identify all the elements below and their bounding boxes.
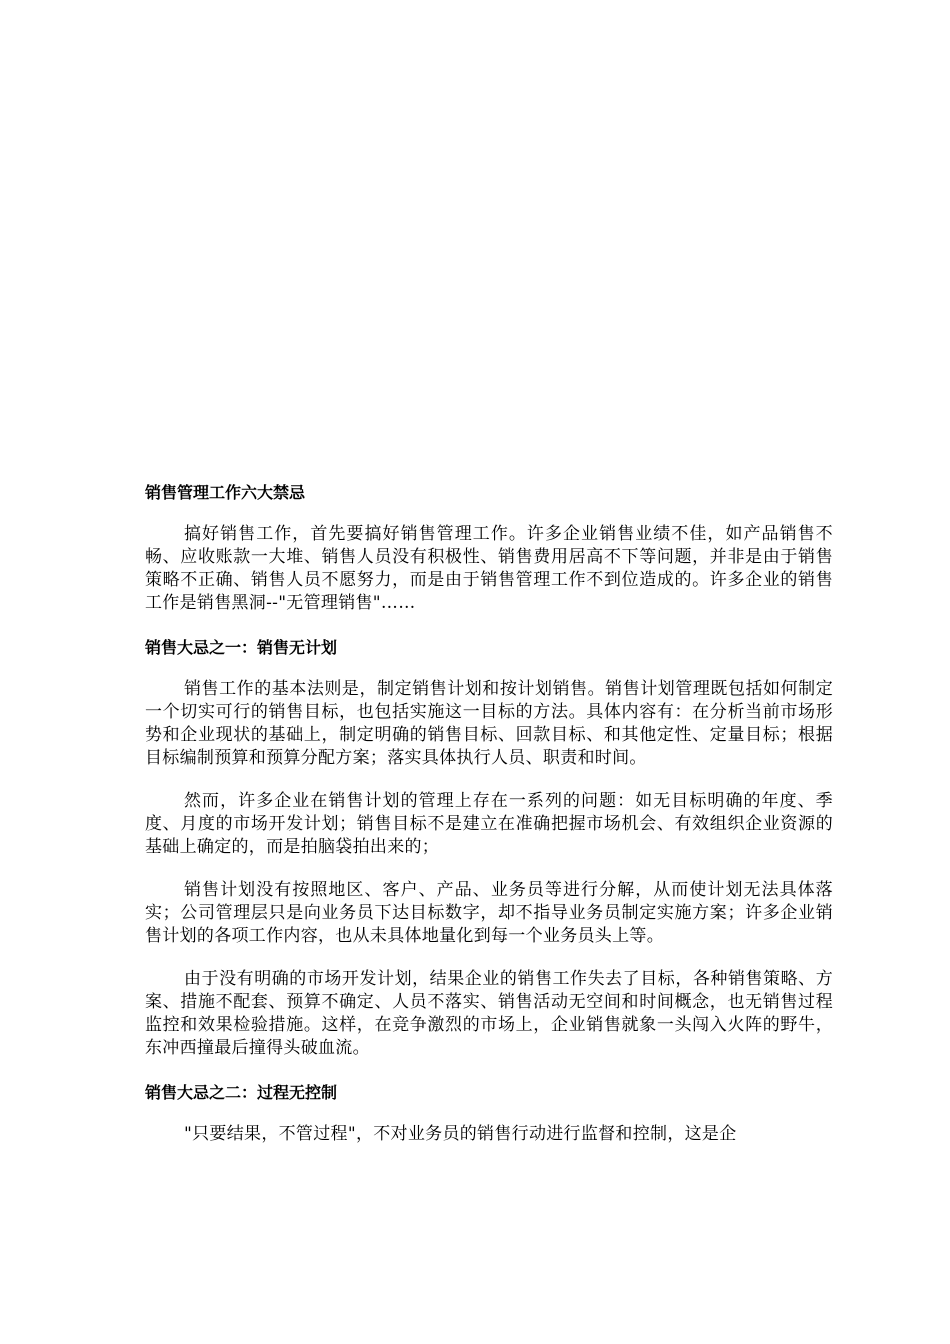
section-1-paragraph-3: 销售计划没有按照地区、客户、产品、业务员等进行分解，从而使计划无法具体落实；公司管理层只是向业务员下达目标数字，却不指导业务员制定实施方案；许多企业销售计划的各项工作内容，也从未具体地量化到每一个业务员头上等。 bbox=[145, 880, 833, 946]
section-1-paragraph-2: 然而，许多企业在销售计划的管理上存在一系列的问题：如无目标明确的年度、季度、月度的市场开发计划；销售目标不是建立在准确把握市场机会、有效组织企业资源的基础上确定的，而是拍脑袋拍出来的； bbox=[145, 791, 833, 857]
document-title: 销售管理工作六大禁忌 bbox=[145, 483, 306, 502]
document-body bbox=[145, 480, 833, 1166]
section-1-paragraph-1: 销售工作的基本法则是，制定销售计划和按计划销售。销售计划管理既包括如何制定一个切实可行的销售目标，也包括实施这一目标的方法。具体内容有：在分析当前市场形势和企业现状的基础上，制定明确的销售目标、回款目标、和其他定性、定量目标；根据目标编制预算和预算分配方案；落实具体执行人员、职责和时间。 bbox=[145, 679, 833, 768]
section-1-paragraph-4: 由于没有明确的市场开发计划，结果企业的销售工作失去了目标，各种销售策略、方案、措施不配套、预算不确定、人员不落实、销售活动无空间和时间概念，也无销售过程监控和效果检验措施。这样，在竞争激烈的市场上，企业销售就象一头闯入火阵的野牛，东冲西撞最后撞得头破血流。 bbox=[145, 969, 833, 1058]
intro-paragraph: 搞好销售工作，首先要搞好销售管理工作。许多企业销售业绩不佳，如产品销售不畅、应收账款一大堆、销售人员没有积极性、销售费用居高不下等问题，并非是由于销售策略不正确、销售人员不愿努力，而是由于销售管理工作不到位造成的。许多企业的销售工作是销售黑洞--"无管理销售"…… bbox=[145, 524, 833, 613]
section-1-heading: 销售大忌之一：销售无计划 bbox=[145, 638, 338, 657]
section-2-paragraph-1: "只要结果，不管过程"，不对业务员的销售行动进行监督和控制，这是企 bbox=[184, 1124, 737, 1144]
section-2-heading: 销售大忌之二：过程无控制 bbox=[145, 1083, 338, 1102]
